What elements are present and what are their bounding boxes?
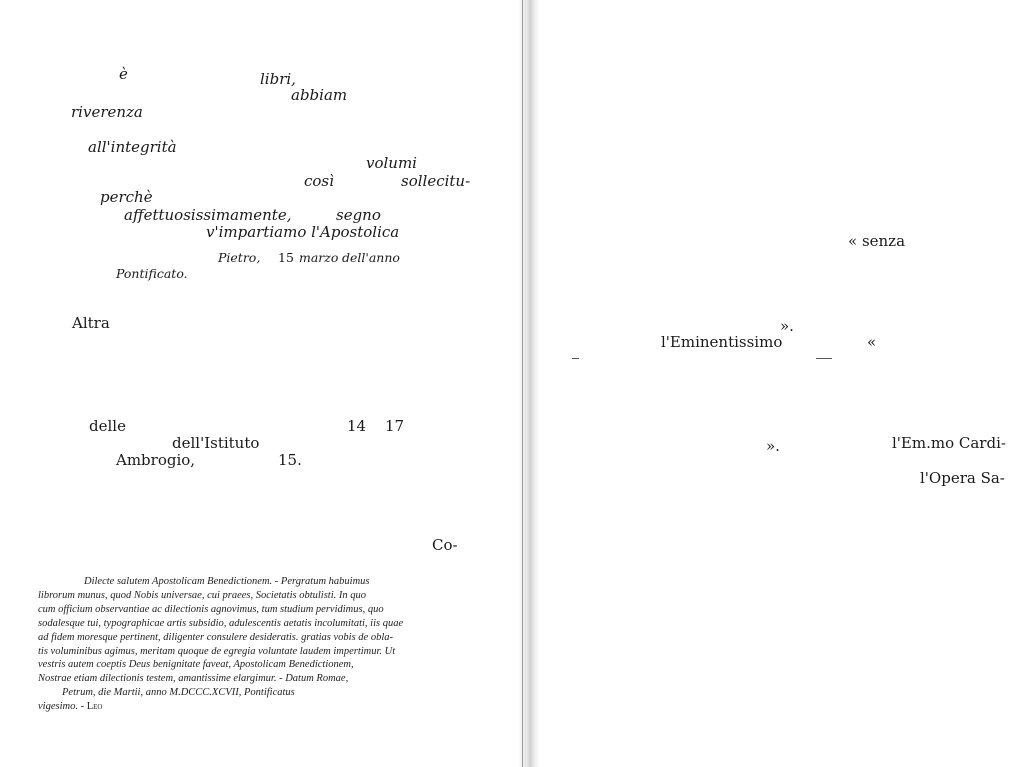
- text-fragment: così: [304, 172, 334, 190]
- text-fragment: v'impartiamo l'Apostolica: [206, 223, 400, 241]
- text-fragment: Ambrogio,: [116, 451, 196, 469]
- text-fragment: marzo: [299, 250, 339, 265]
- footnote-line: vigesimo. - Leo: [38, 701, 103, 713]
- text-fragment: all'integrità: [88, 138, 177, 156]
- text-fragment: è: [119, 65, 128, 83]
- text-fragment: l'Em.mo Cardi-: [892, 434, 1006, 452]
- text-fragment: affettuosissimamente,: [124, 206, 292, 224]
- text-fragment: Pontificato.: [116, 266, 188, 281]
- text-fragment: libri,: [260, 70, 296, 88]
- text-fragment: l'Opera Sa-: [920, 469, 1005, 487]
- text-fragment: ».: [780, 317, 794, 335]
- footnote-line: tis voluminibus agimus, meritam quoque de egregia voluntate laudem impertimur. Ut: [38, 645, 396, 657]
- text-fragment: volumi: [366, 154, 417, 172]
- text-fragment: Altra: [72, 314, 110, 332]
- text-fragment: 14: [347, 417, 367, 435]
- footnote-line: ad fidem moresque pertinent, diligenter consulere desideratis. gratias vobis de obla-: [38, 631, 394, 643]
- text-fragment: « senza: [848, 232, 906, 250]
- footnote-line: sodalesque tui, typographicae artis subsidio, adulescentis aetatis incolumitati, iis quae: [38, 617, 404, 629]
- text-fragment: perchè: [100, 188, 153, 206]
- text-fragment: abbiam: [291, 86, 348, 104]
- text-fragment: 17: [385, 417, 405, 435]
- latin-footnote: [38, 575, 462, 714]
- footnote-line: Nostrae etiam dilectionis testem, amantissime elargimur. - Datum Romae,: [38, 673, 349, 685]
- text-fragment: Co-: [432, 536, 458, 554]
- text-fragment: sollecitu-: [401, 172, 471, 190]
- text-fragment: «: [867, 333, 877, 351]
- footnote-line: librorum munus, quod Nobis universae, cui praees, Societatis obtulisti. In quo: [38, 589, 367, 601]
- text-fragment: 15.: [278, 451, 302, 469]
- text-fragment: 15: [278, 250, 294, 265]
- dash-mark: [816, 358, 832, 359]
- text-fragment: l'Eminentissimo: [661, 333, 783, 351]
- text-fragment: riverenza: [71, 103, 143, 121]
- text-fragment: dell'Istituto: [172, 434, 260, 452]
- footnote-line: cum officium observantiae ac dilectionis agnovimus, tum studium pervidimus, quo: [38, 603, 384, 615]
- footnote-line: vestris autem coeptis Deus benignitate faveat, Apostolicam Benedictionem,: [38, 659, 354, 671]
- right-page: [522, 0, 1029, 767]
- dash-mark: [572, 358, 579, 359]
- text-fragment: ».: [766, 437, 780, 455]
- footnote-line: Dilecte salutem Apostolicam Benedictionem. - Pergratum habuimus: [84, 576, 370, 587]
- footnote-line: Petrum, die Martii, anno M.DCCC.XCVII, Pontificatus: [62, 687, 295, 699]
- text-fragment: dell'anno: [342, 250, 400, 265]
- text-fragment: delle: [89, 417, 126, 435]
- text-fragment: Pietro,: [218, 250, 261, 265]
- signature-leo: Leo: [86, 701, 103, 713]
- text-fragment: segno: [336, 206, 381, 224]
